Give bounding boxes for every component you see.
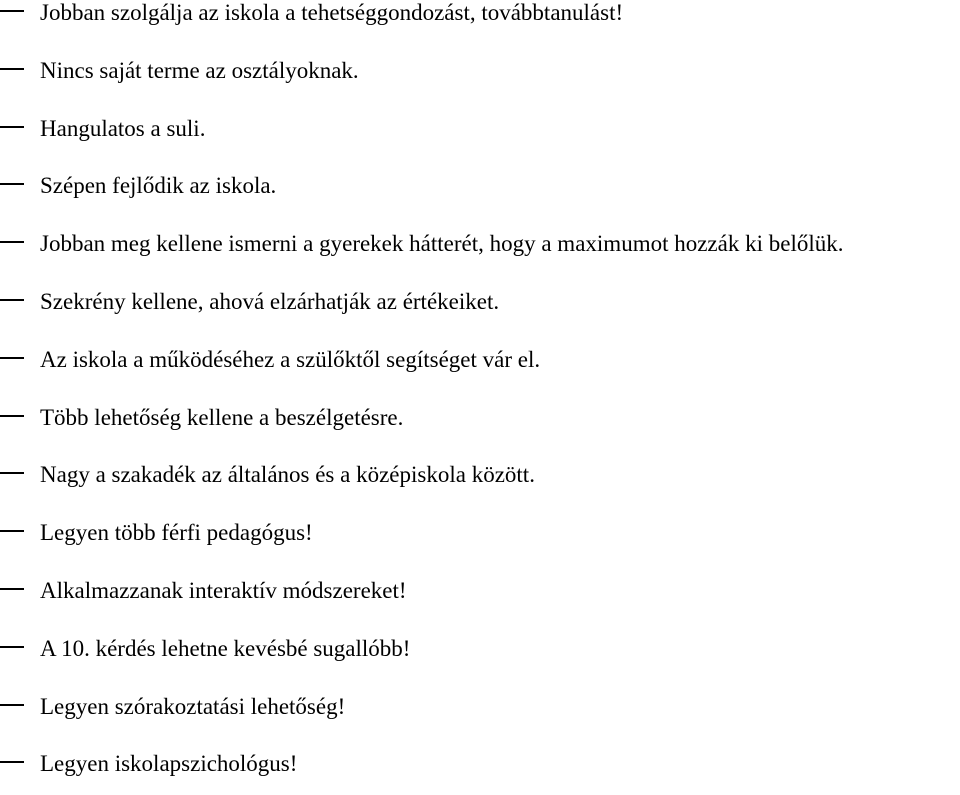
list-item-text: Hangulatos a suli.	[40, 115, 206, 141]
list-item-text: Legyen iskolapszichológus!	[40, 751, 298, 777]
list-item	[0, 680, 960, 738]
list-item	[0, 217, 960, 275]
dash-bullet-icon	[0, 357, 24, 359]
list-item	[0, 102, 960, 160]
list-item	[0, 333, 960, 391]
list-item	[0, 737, 960, 795]
list-item	[0, 159, 960, 217]
list-item-text: Nagy a szakadék az általános és a középiskola között.	[40, 462, 535, 488]
list-item-text: Szekrény kellene, ahová elzárhatják az értékeiket.	[40, 288, 500, 314]
list-item	[0, 622, 960, 680]
dash-bullet-icon	[0, 530, 24, 532]
dash-bullet-icon	[0, 241, 24, 243]
dash-bullet-icon	[0, 704, 24, 706]
list-item-text: Szépen fejlődik az iskola.	[40, 173, 277, 199]
dash-bullet-icon	[0, 472, 24, 474]
list-item-text: Jobban meg kellene ismerni a gyerekek hátterét, hogy a maximumot hozzák ki belőlük.	[40, 231, 844, 257]
dash-bullet-icon	[0, 588, 24, 590]
list-item	[0, 448, 960, 506]
list-item	[0, 44, 960, 102]
list-item	[0, 506, 960, 564]
dash-bullet-icon	[0, 68, 24, 70]
list-item-text: Nincs saját terme az osztályoknak.	[40, 57, 359, 83]
list-item-text: Az iskola a működéséhez a szülőktől segítséget vár el.	[40, 346, 541, 372]
dash-bullet-icon	[0, 646, 24, 648]
dash-bullet-icon	[0, 183, 24, 185]
list-item	[0, 275, 960, 333]
dash-bullet-icon	[0, 126, 24, 128]
list-item	[0, 391, 960, 449]
list-item	[0, 564, 960, 622]
dash-bullet-icon	[0, 415, 24, 417]
list-item-text: Jobban szolgálja az iskola a tehetséggondozást, továbbtanulást!	[40, 0, 624, 25]
list-item-text: Legyen szórakoztatási lehetőség!	[40, 693, 346, 719]
list-item-text: Alkalmazzanak interaktív módszereket!	[40, 577, 407, 603]
list-item-text: Legyen több férfi pedagógus!	[40, 520, 313, 546]
dash-bullet-icon	[0, 299, 24, 301]
list-item	[0, 0, 960, 44]
list-item-text: Több lehetőség kellene a beszélgetésre.	[40, 404, 404, 430]
dash-bullet-icon	[0, 10, 24, 12]
list-item-text: A 10. kérdés lehetne kevésbé sugallóbb!	[40, 635, 411, 661]
